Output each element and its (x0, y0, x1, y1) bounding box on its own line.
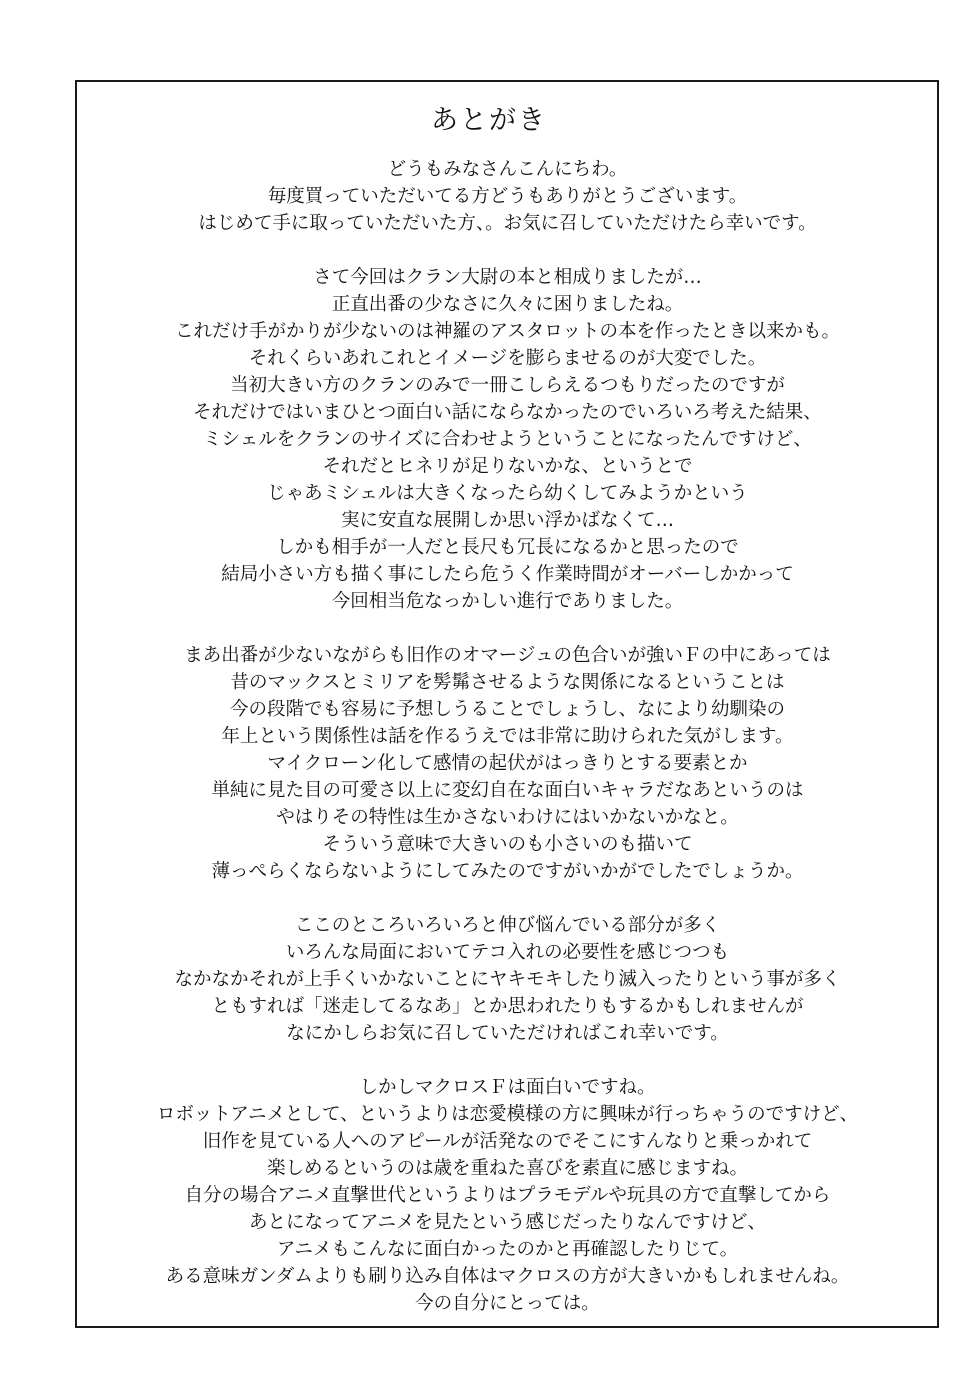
text-line: ミシェルをクランのサイズに合わせようということになったんですけど、 (203, 429, 812, 450)
text-line: それくらいあれこれとイメージを膨らませるのが大変でした。 (248, 348, 767, 369)
paragraph-macross-f (80, 1074, 935, 1317)
text-line: 今の段階でも容易に予想しうることでしょうし、なにより幼馴染の (229, 699, 785, 720)
text-line: 自分の場合アニメ直撃世代というよりはプラモデルや玩具の方で直撃してから (184, 1185, 831, 1206)
text-line: しかも相手が一人だと長尺も冗長になるかと思ったので (276, 537, 739, 558)
text-line: 正直出番の少なさに久々に困りましたね。 (331, 294, 684, 315)
text-line: 薄っぺらくならないようにしてみたのですがいかがでしたでしょうか。 (211, 861, 804, 882)
text-line: 旧作を見ている人へのアピールが活発なのでそこにすんなりと乗っかれて (202, 1131, 813, 1152)
text-line: ともすれば「迷走してるなあ」とか思われたりもするかもしれませんが (211, 996, 804, 1017)
text-line: はじめて手に取っていただいた方、。お気に召していただけたら幸いです。 (198, 213, 817, 234)
text-line: なかなかそれが上手くいかないことにヤキモキしたり滅入ったりという事が多く (174, 969, 841, 990)
text-line: しかしマクロスＦは面白いですね。 (359, 1077, 656, 1098)
text-line: 年上という関係性は話を作るうえでは非常に助けられた気がします。 (221, 726, 794, 747)
text-line: それだとヒネリが足りないかな、というとで (322, 456, 693, 477)
paragraph-character-notes (80, 642, 935, 885)
text-line: それだけではいまひとつ面白い話にならなかったのでいろいろ考えた結果、 (193, 402, 822, 423)
text-line: 今回相当危なっかしい進行でありました。 (331, 591, 684, 612)
text-line: やはりその特性は生かさないわけにはいかないかなと。 (276, 807, 739, 828)
text-line: さて今回はクラン大尉の本と相成りましたが… (313, 267, 702, 288)
text-line: 昔のマックスとミリアを髣髴させるような関係になるということは (230, 672, 785, 693)
page-title: あとがき (431, 105, 547, 136)
text-line: 実に安直な展開しか思い浮かばなくて… (340, 510, 674, 531)
text-line: いろんな局面においてテコ入れの必要性を感じつつも (285, 942, 730, 963)
paragraph-reflection (80, 912, 935, 1047)
text-line: マイクローン化して感情の起伏がはっきりとする要素とか (267, 753, 748, 774)
text-line: 今の自分にとっては。 (415, 1293, 600, 1314)
text-line: アニメもこんなに面白かったのかと再確認したりじて。 (276, 1239, 739, 1260)
text-line: あとになってアニメを見たという感じだったりなんですけど、 (248, 1212, 767, 1233)
text-line: まあ出番が少ないながらも旧作のオマージュの色合いが強いＦの中にあっては (184, 645, 831, 666)
text-line: これだけ手がかりが少ないのは神羅のアスタロットの本を作ったとき以来かも。 (175, 321, 840, 342)
text-line: 当初大きい方のクランのみで一冊こしらえるつもりだったのですが (230, 375, 785, 396)
text-line: どうもみなさんこんにちわ。 (387, 159, 628, 180)
text-line: なにかしらお気に召していただければこれ幸いです。 (286, 1023, 729, 1044)
text-line: 結局小さい方も描く事にしたら危うく作業時間がオーバーしかかって (221, 564, 794, 585)
text-line: じゃあミシェルは大きくなったら幼くしてみようかという (267, 483, 748, 504)
text-line: そういう意味で大きいのも小さいのも描いて (322, 834, 693, 855)
text-line: 単純に見た目の可愛さ以上に変幻自在な面白いキャラだなあというのは (211, 780, 804, 801)
text-line: ある意味ガンダムよりも刷り込み自体はマクロスの方が大きいかもしれませんね。 (165, 1266, 850, 1287)
text-line: ここのところいろいろと伸び悩んでいる部分が多く (294, 915, 721, 936)
paragraph-greeting (80, 156, 935, 237)
text-line: 楽しめるというのは歳を重ねた喜びを素直に感じますね。 (266, 1158, 748, 1179)
paragraph-production-notes (80, 264, 935, 615)
text-line: ロボットアニメとして、というよりは恋愛模様の方に興味が行っちゃうのですけど、 (156, 1104, 859, 1125)
afterword-body (80, 156, 935, 1317)
text-line: 毎度買っていただいてる方どうもありがとうございます。 (267, 186, 748, 207)
